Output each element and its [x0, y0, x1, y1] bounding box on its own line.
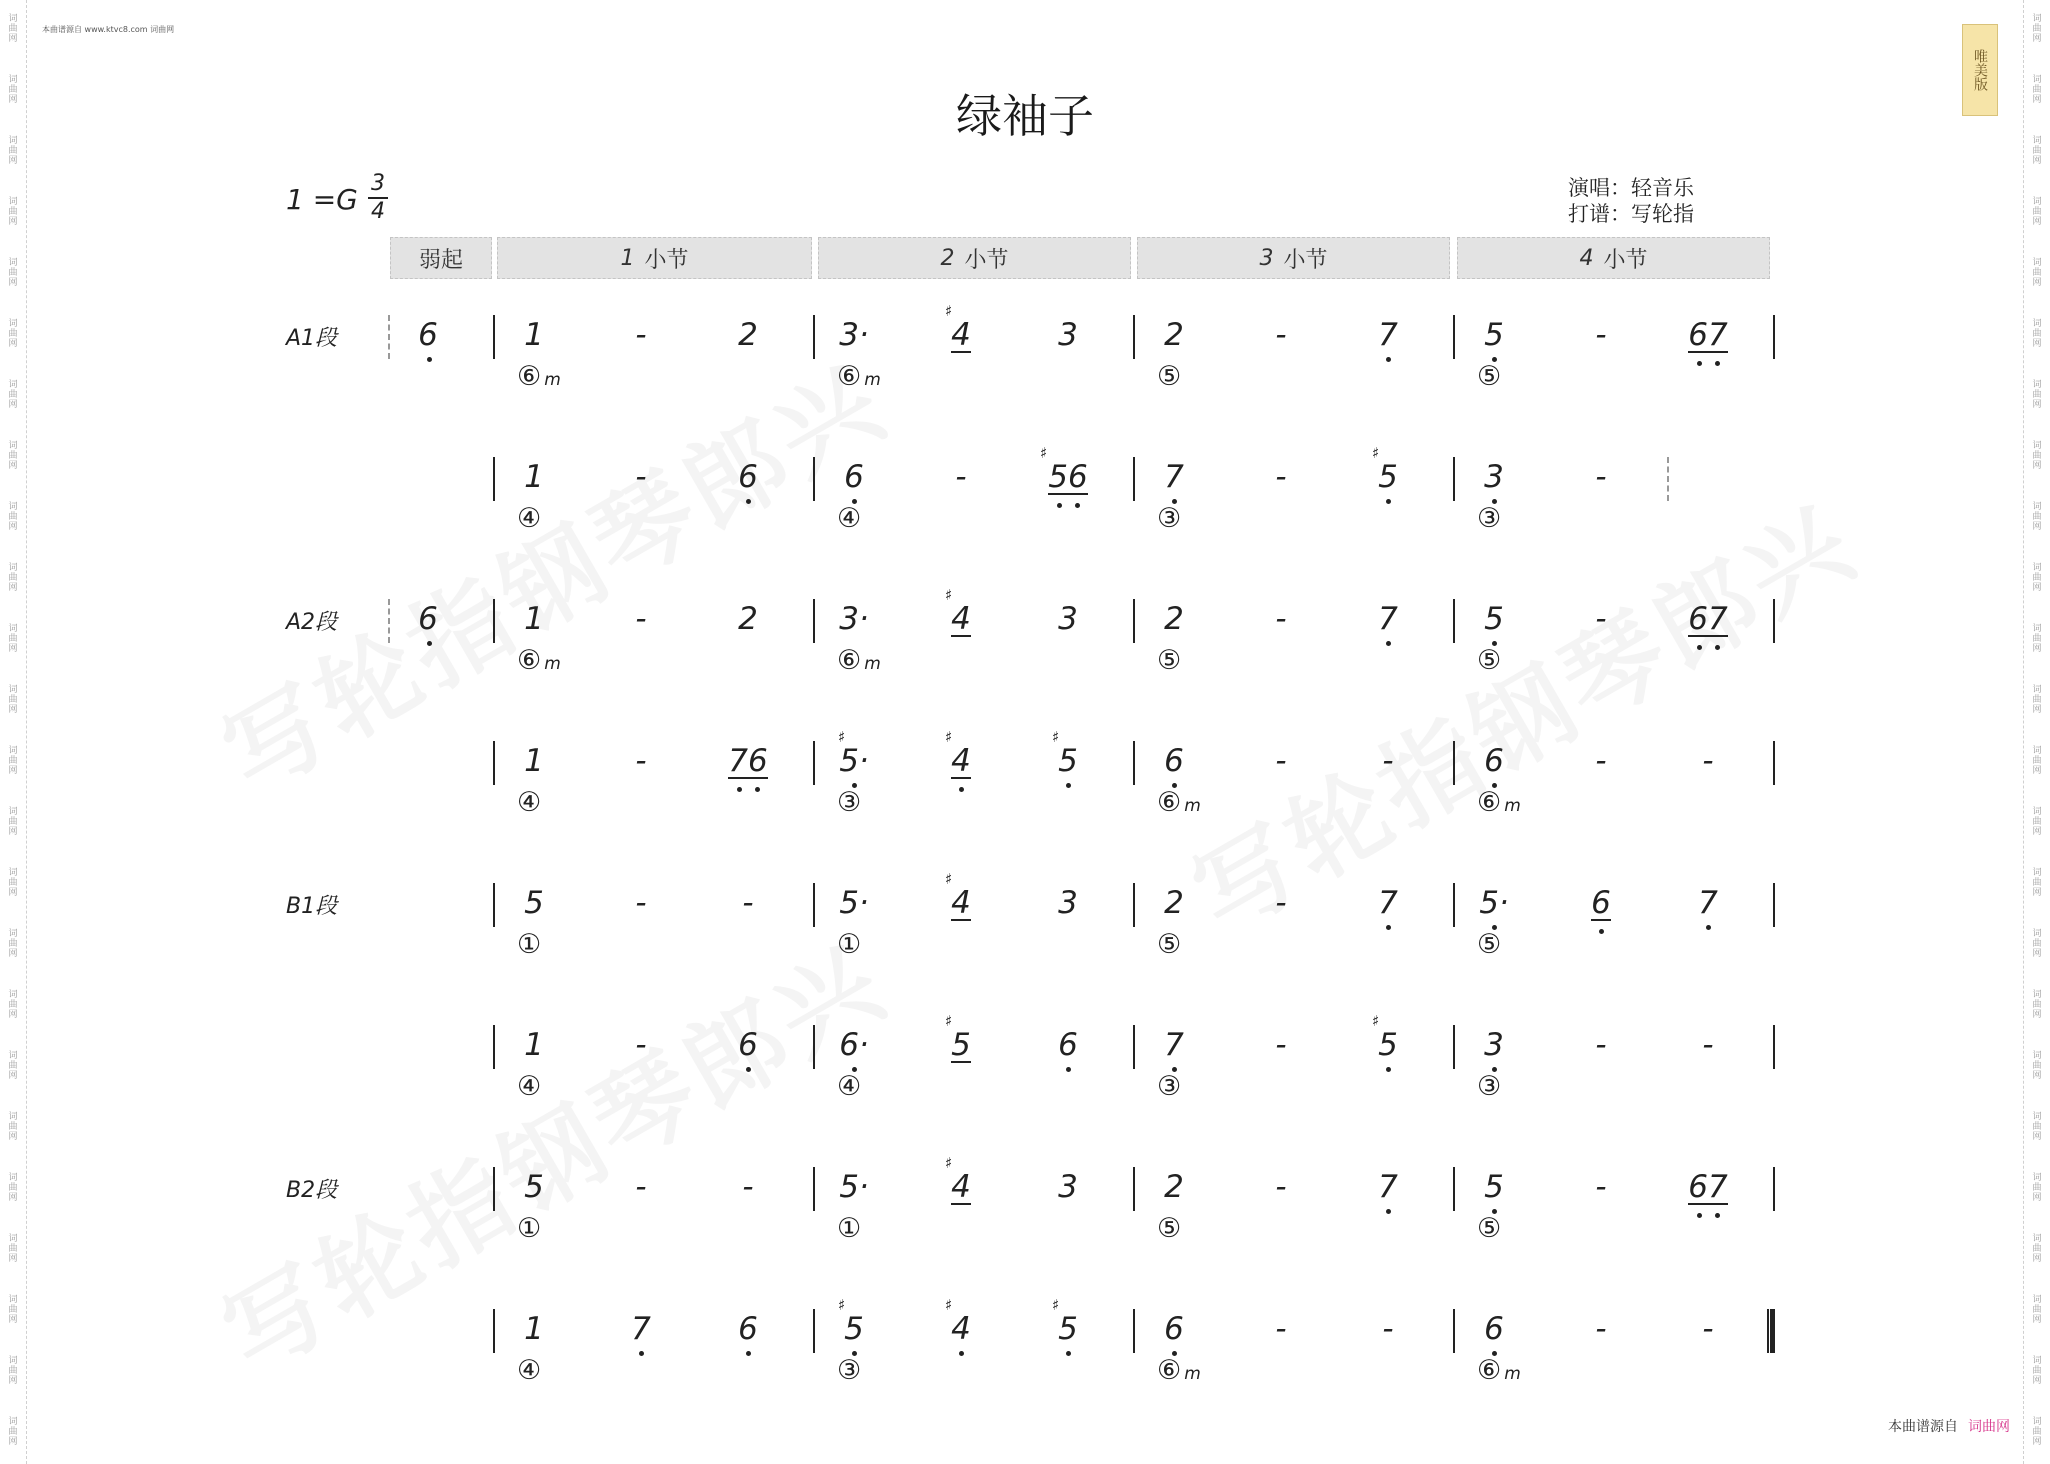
- note: 7: [1378, 317, 1398, 353]
- note: 3·: [839, 317, 869, 353]
- rest-dash: -: [1275, 601, 1287, 637]
- octave-dot: [1386, 1067, 1391, 1072]
- note: 6: [1164, 1311, 1184, 1347]
- barline: [1453, 1025, 1455, 1069]
- rest-dash: -: [1275, 459, 1287, 495]
- measure-header: 3 小节: [1137, 237, 1450, 279]
- note: 5: [951, 1027, 971, 1063]
- octave-dot: [1386, 1209, 1391, 1214]
- note: 6: [1484, 743, 1504, 779]
- chord-label: ①: [517, 1213, 542, 1244]
- side-label: 词 曲 网: [2032, 868, 2042, 898]
- barline: [493, 1309, 495, 1353]
- side-label: 词 曲 网: [8, 502, 18, 532]
- chord-label: ③: [1477, 503, 1502, 534]
- side-label: 词 曲 网: [2032, 502, 2042, 532]
- side-label: 词 曲 网: [8, 1356, 18, 1386]
- note: 6: [738, 459, 758, 495]
- note: 5: [1378, 459, 1398, 495]
- sharp-sign: ♯: [945, 728, 953, 746]
- rest-dash: -: [635, 1169, 647, 1205]
- octave-dot: [746, 1351, 751, 1356]
- note: 67: [1688, 317, 1728, 353]
- rest-dash: -: [1702, 1027, 1714, 1063]
- note: 5·: [839, 1169, 869, 1205]
- measure-header: 1 小节: [497, 237, 812, 279]
- rest-dash: -: [635, 601, 647, 637]
- barline: [493, 1025, 495, 1069]
- side-label: 词 曲 网: [8, 14, 18, 44]
- rest-dash: -: [1275, 317, 1287, 353]
- chord-label: ④: [837, 1071, 862, 1102]
- chord-label: ⑤: [1157, 361, 1182, 392]
- rest-dash: -: [1595, 601, 1607, 637]
- rest-dash: -: [635, 743, 647, 779]
- chord-label: ③: [1157, 1071, 1182, 1102]
- octave-dot: [1715, 361, 1720, 366]
- chord-label: ⑤: [1157, 645, 1182, 676]
- chord-label: ⑤: [1477, 1213, 1502, 1244]
- footer-source-prefix: 本曲谱源自: [1888, 1419, 1958, 1435]
- octave-dot: [746, 499, 751, 504]
- note: 2: [1164, 885, 1184, 921]
- note: 5: [1484, 317, 1504, 353]
- side-label: 词 曲 网: [2032, 1051, 2042, 1081]
- side-label: 词 曲 网: [2032, 929, 2042, 959]
- sharp-sign: ♯: [1052, 1296, 1060, 1314]
- side-label: 词 曲 网: [8, 746, 18, 776]
- note: 3: [1058, 317, 1078, 353]
- measure-header: 弱起: [390, 237, 492, 279]
- note: 5: [524, 1169, 544, 1205]
- barline: [1453, 741, 1455, 785]
- side-label: 词 曲 网: [2032, 136, 2042, 166]
- chord-label: ④: [837, 503, 862, 534]
- side-label: 词 曲 网: [2032, 441, 2042, 471]
- barline: [813, 599, 815, 643]
- octave-dot: [1386, 925, 1391, 930]
- rest-dash: -: [1275, 1311, 1287, 1347]
- barline: [493, 741, 495, 785]
- note: 5·: [1479, 885, 1509, 921]
- note: 3: [1058, 885, 1078, 921]
- side-label: 词 曲 网: [8, 75, 18, 105]
- note: 56: [1048, 459, 1088, 495]
- side-label: 词 曲 网: [2032, 1112, 2042, 1142]
- time-denominator: 4: [371, 199, 385, 224]
- sharp-sign: ♯: [945, 302, 953, 320]
- barline: [1133, 741, 1135, 785]
- rest-dash: -: [1595, 459, 1607, 495]
- chord-label: ①: [837, 929, 862, 960]
- section-label: A1段: [286, 326, 338, 351]
- measure-header: 4 小节: [1457, 237, 1770, 279]
- rest-dash: -: [1595, 317, 1607, 353]
- note: 1: [524, 317, 544, 353]
- barline: [1773, 1025, 1775, 1069]
- note: 6: [1591, 885, 1611, 921]
- rest-dash: -: [1275, 1169, 1287, 1205]
- chord-label: ⑥ m: [1157, 787, 1201, 818]
- note: 5: [1058, 743, 1078, 779]
- side-label: 词 曲 网: [8, 319, 18, 349]
- note: 1: [524, 1311, 544, 1347]
- note: 3·: [839, 601, 869, 637]
- note: 5: [1058, 1311, 1078, 1347]
- rest-dash: -: [742, 1169, 754, 1205]
- barline: [1453, 883, 1455, 927]
- note: 67: [1688, 601, 1728, 637]
- final-barline: [1767, 1309, 1775, 1353]
- octave-dot: [1386, 357, 1391, 362]
- section-label: B1段: [286, 894, 338, 919]
- note: 1: [524, 459, 544, 495]
- chord-label: ④: [517, 1355, 542, 1386]
- rest-dash: -: [742, 885, 754, 921]
- side-label: 词 曲 网: [2032, 624, 2042, 654]
- side-label: 词 曲 网: [8, 1417, 18, 1447]
- version-badge: 唯美版: [1962, 24, 1998, 116]
- sharp-sign: ♯: [1052, 728, 1060, 746]
- octave-dot: [1706, 925, 1711, 930]
- sharp-sign: ♯: [945, 1154, 953, 1172]
- chord-label: ①: [517, 929, 542, 960]
- rest-dash: -: [1595, 1311, 1607, 1347]
- barline: [813, 1167, 815, 1211]
- chord-label: ③: [1157, 503, 1182, 534]
- note: 4: [951, 601, 971, 637]
- barline: [1773, 883, 1775, 927]
- side-label: 词 曲 网: [2032, 258, 2042, 288]
- side-label: 词 曲 网: [2032, 685, 2042, 715]
- side-label: 词 曲 网: [8, 868, 18, 898]
- side-label: 词 曲 网: [8, 1112, 18, 1142]
- note: 6: [418, 317, 438, 353]
- rest-dash: -: [955, 459, 967, 495]
- octave-dot: [1057, 503, 1062, 508]
- octave-dot: [427, 357, 432, 362]
- octave-dot: [1715, 1213, 1720, 1218]
- chord-label: ⑥ m: [517, 361, 561, 392]
- octave-dot: [1066, 1067, 1071, 1072]
- side-label: 词 曲 网: [8, 685, 18, 715]
- note: 5: [844, 1311, 864, 1347]
- barline: [1453, 1309, 1455, 1353]
- sharp-sign: ♯: [945, 1296, 953, 1314]
- note: 1: [524, 601, 544, 637]
- octave-dot: [1697, 361, 1702, 366]
- barline: [1453, 599, 1455, 643]
- note: 7: [1698, 885, 1718, 921]
- barline: [493, 599, 495, 643]
- side-label: 词 曲 网: [2032, 1173, 2042, 1203]
- note: 7: [1164, 1027, 1184, 1063]
- side-label: 词 曲 网: [8, 929, 18, 959]
- octave-dot: [1066, 1351, 1071, 1356]
- barline: [813, 315, 815, 359]
- barline: [493, 1167, 495, 1211]
- sharp-sign: ♯: [1372, 444, 1380, 462]
- sharp-sign: ♯: [838, 728, 846, 746]
- side-label: 词 曲 网: [2032, 319, 2042, 349]
- barline: [813, 1309, 815, 1353]
- barline: [1133, 599, 1135, 643]
- barline: [1773, 1167, 1775, 1211]
- side-label: 词 曲 网: [8, 807, 18, 837]
- chord-label: ⑤: [1477, 645, 1502, 676]
- chord-label: ⑥ m: [1157, 1355, 1201, 1386]
- note: 6: [1164, 743, 1184, 779]
- side-label: 词 曲 网: [8, 563, 18, 593]
- side-label: 词 曲 网: [8, 1173, 18, 1203]
- side-label: 词 曲 网: [2032, 75, 2042, 105]
- octave-dot: [1066, 783, 1071, 788]
- sharp-sign: ♯: [945, 1012, 953, 1030]
- sharp-sign: ♯: [1372, 1012, 1380, 1030]
- note: 5: [1484, 1169, 1504, 1205]
- barline: [813, 741, 815, 785]
- side-label: 词 曲 网: [8, 1295, 18, 1325]
- dashed-barline: [1667, 457, 1669, 501]
- singer-credit: 演唱：轻音乐: [1568, 176, 1694, 200]
- note: 7: [631, 1311, 651, 1347]
- note: 2: [1164, 1169, 1184, 1205]
- rest-dash: -: [1275, 885, 1287, 921]
- side-label: 词 曲 网: [8, 624, 18, 654]
- side-label: 词 曲 网: [2032, 1295, 2042, 1325]
- side-label: 词 曲 网: [8, 990, 18, 1020]
- note: 7: [1378, 1169, 1398, 1205]
- side-label: 词 曲 网: [8, 136, 18, 166]
- note: 3: [1484, 459, 1504, 495]
- side-label: 词 曲 网: [2032, 197, 2042, 227]
- chord-label: ④: [517, 1071, 542, 1102]
- note: 5·: [839, 743, 869, 779]
- chord-label: ③: [1477, 1071, 1502, 1102]
- note: 1: [524, 743, 544, 779]
- barline: [493, 315, 495, 359]
- side-label: 词 曲 网: [2032, 990, 2042, 1020]
- chord-label: ⑤: [1157, 1213, 1182, 1244]
- note: 7: [1378, 601, 1398, 637]
- octave-dot: [1697, 1213, 1702, 1218]
- note: 2: [1164, 601, 1184, 637]
- octave-dot: [746, 1067, 751, 1072]
- side-label: 词 曲 网: [8, 1051, 18, 1081]
- rest-dash: -: [1595, 1027, 1607, 1063]
- octave-dot: [1715, 645, 1720, 650]
- rest-dash: -: [635, 885, 647, 921]
- barline: [1773, 741, 1775, 785]
- side-label: 词 曲 网: [2032, 380, 2042, 410]
- note: 6: [1058, 1027, 1078, 1063]
- barline: [493, 457, 495, 501]
- barline: [1453, 1167, 1455, 1211]
- note: 7: [1164, 459, 1184, 495]
- note: 5: [524, 885, 544, 921]
- section-label: A2段: [286, 610, 338, 635]
- side-label: 词 曲 网: [2032, 1234, 2042, 1264]
- chord-label: ⑤: [1157, 929, 1182, 960]
- octave-dot: [1075, 503, 1080, 508]
- footer-source: [1888, 1416, 2010, 1436]
- side-label: 词 曲 网: [8, 441, 18, 471]
- barline: [1133, 457, 1135, 501]
- octave-dot: [639, 1351, 644, 1356]
- top-source-note: 本曲谱源自 www.ktvc8.com 词曲网: [42, 25, 175, 34]
- note: 6: [738, 1027, 758, 1063]
- note: 4: [951, 743, 971, 779]
- octave-dot: [1386, 499, 1391, 504]
- rest-dash: -: [1595, 1169, 1607, 1205]
- time-signature: [368, 172, 388, 224]
- note: 3: [1058, 601, 1078, 637]
- octave-dot: [427, 641, 432, 646]
- note: 6: [738, 1311, 758, 1347]
- octave-dot: [959, 787, 964, 792]
- note: 3: [1058, 1169, 1078, 1205]
- note: 4: [951, 317, 971, 353]
- chord-label: ⑥ m: [837, 361, 881, 392]
- side-label: 词 曲 网: [8, 1234, 18, 1264]
- pickup-barline: [388, 599, 390, 643]
- chord-label: ③: [837, 787, 862, 818]
- chord-label: ⑥ m: [837, 645, 881, 676]
- rest-dash: -: [635, 317, 647, 353]
- note: 4: [951, 885, 971, 921]
- rest-dash: -: [1702, 743, 1714, 779]
- time-numerator: 3: [371, 171, 385, 196]
- side-label: 词 曲 网: [2032, 807, 2042, 837]
- chord-label: ⑥ m: [1477, 1355, 1521, 1386]
- sharp-sign: ♯: [838, 1296, 846, 1314]
- barline: [1453, 315, 1455, 359]
- note: 1: [524, 1027, 544, 1063]
- octave-dot: [1697, 645, 1702, 650]
- barline: [1453, 457, 1455, 501]
- arranger-credit: 打谱：写轮指: [1568, 202, 1694, 226]
- note: 7: [1378, 885, 1398, 921]
- chord-label: ③: [837, 1355, 862, 1386]
- sharp-sign: ♯: [945, 586, 953, 604]
- chord-label: ④: [517, 787, 542, 818]
- rest-dash: -: [1275, 743, 1287, 779]
- side-label: 词 曲 网: [2032, 746, 2042, 776]
- note: 3: [1484, 1027, 1504, 1063]
- note: 5: [1484, 601, 1504, 637]
- barline: [1133, 1167, 1135, 1211]
- barline: [1133, 315, 1135, 359]
- side-label: 词 曲 网: [2032, 563, 2042, 593]
- barline: [1133, 883, 1135, 927]
- note: 5: [1378, 1027, 1398, 1063]
- rest-dash: -: [1275, 1027, 1287, 1063]
- rest-dash: -: [1702, 1311, 1714, 1347]
- barline: [1773, 599, 1775, 643]
- note: 6: [418, 601, 438, 637]
- note: 6: [844, 459, 864, 495]
- note: 67: [1688, 1169, 1728, 1205]
- note: 6: [1484, 1311, 1504, 1347]
- score-title: 绿袖子: [956, 89, 1094, 143]
- right-edge-strip: [2023, 0, 2050, 1464]
- side-label: 词 曲 网: [2032, 1356, 2042, 1386]
- side-label: 词 曲 网: [8, 258, 18, 288]
- rest-dash: -: [1382, 1311, 1394, 1347]
- note: 6·: [839, 1027, 869, 1063]
- barline: [1133, 1025, 1135, 1069]
- footer-source-site: 词曲网: [1968, 1419, 2010, 1435]
- note: 2: [738, 317, 758, 353]
- note: 5·: [839, 885, 869, 921]
- note: 4: [951, 1311, 971, 1347]
- note: 2: [1164, 317, 1184, 353]
- key-signature: 1 =G: [286, 183, 358, 216]
- rest-dash: -: [1595, 743, 1607, 779]
- chord-label: ④: [517, 503, 542, 534]
- chord-label: ①: [837, 1213, 862, 1244]
- barline: [813, 1025, 815, 1069]
- barline: [1773, 315, 1775, 359]
- pickup-barline: [388, 315, 390, 359]
- rest-dash: -: [635, 459, 647, 495]
- chord-label: ⑥ m: [1477, 787, 1521, 818]
- side-label: 词 曲 网: [2032, 1417, 2042, 1447]
- octave-dot: [959, 1351, 964, 1356]
- rest-dash: -: [635, 1027, 647, 1063]
- sharp-sign: ♯: [945, 870, 953, 888]
- rest-dash: -: [1382, 743, 1394, 779]
- measure-header: 2 小节: [818, 237, 1131, 279]
- note: 4: [951, 1169, 971, 1205]
- barline: [1133, 1309, 1135, 1353]
- octave-dot: [1386, 641, 1391, 646]
- side-label: 词 曲 网: [8, 380, 18, 410]
- octave-dot: [737, 787, 742, 792]
- octave-dot: [755, 787, 760, 792]
- barline: [813, 883, 815, 927]
- barline: [493, 883, 495, 927]
- left-edge-strip: [0, 0, 27, 1464]
- octave-dot: [1599, 929, 1604, 934]
- side-label: 词 曲 网: [8, 197, 18, 227]
- sharp-sign: ♯: [1040, 444, 1048, 462]
- note: 2: [738, 601, 758, 637]
- chord-label: ⑥ m: [517, 645, 561, 676]
- chord-label: ⑤: [1477, 361, 1502, 392]
- barline: [813, 457, 815, 501]
- note: 76: [728, 743, 768, 779]
- side-label: 词 曲 网: [2032, 14, 2042, 44]
- chord-label: ⑤: [1477, 929, 1502, 960]
- section-label: B2段: [286, 1178, 338, 1203]
